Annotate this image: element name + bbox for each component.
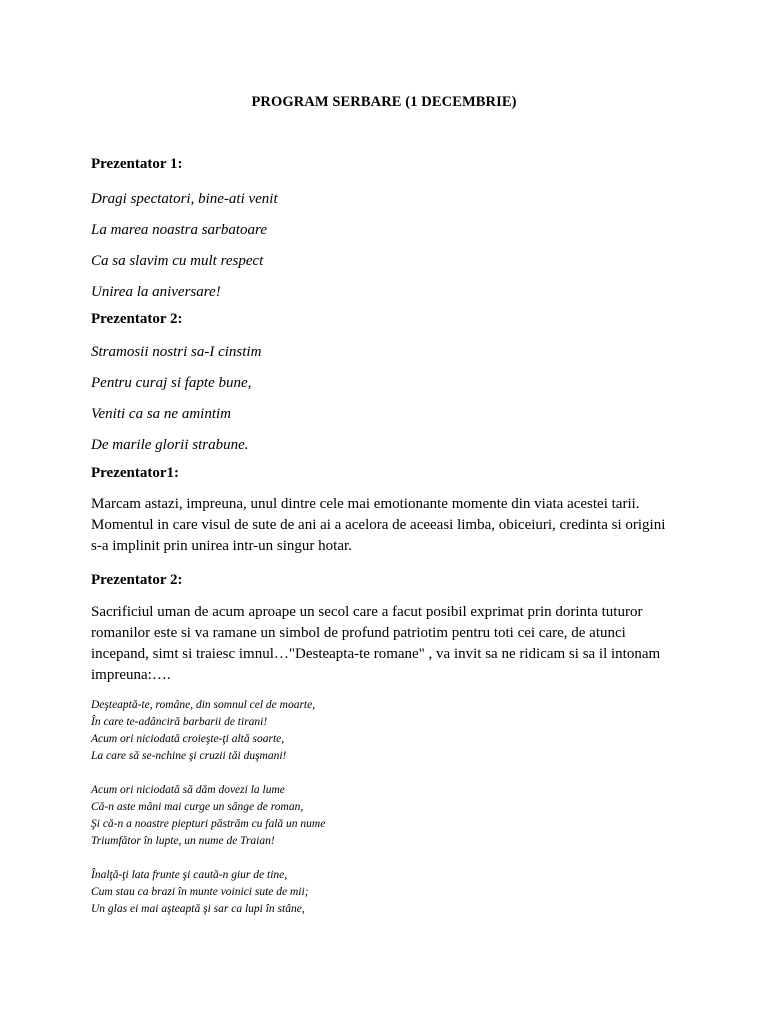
speaker-label: Prezentator 2:	[91, 311, 183, 327]
anthem-line: Că-n aste mâni mai curge un sânge de roman,	[91, 801, 304, 813]
section-presenter-1	[91, 155, 691, 174]
speech-paragraph: Marcam astazi, impreuna, unul dintre cele mai emotionante momente din viata acestei tarii. Momentul in care visul de sute de ani ai a acelora de aceeasi limba, obiceiuri, credinta si origini s-a implinit prin unirea intr-un singur hotar.	[91, 496, 666, 554]
section-presenter-2	[91, 308, 691, 330]
speaker-label: Prezentator 2:	[91, 572, 183, 588]
speech-paragraph: Sacrificiul uman de acum aproape un secol care a facut posibil exprimat prin dorinta tuturor romanilor este si va ramane un simbol de profund patriotim pentru toti cei care, de atunci incepand, simt si traiesc imnul…"Desteapta-te romane" , va invit sa ne ridicam si sa il intonam impreuna:….	[91, 604, 661, 683]
verse-line: Dragi spectatori, bine-ati venit	[91, 191, 278, 207]
speech-block-1	[91, 494, 691, 557]
anthem-line: În care te-adânciră barbarii de tirani!	[91, 716, 268, 728]
anthem-line: Înalţă-ţi lata frunte şi cautǎ-n giur de tine,	[91, 869, 288, 881]
verse-block-2	[91, 337, 691, 461]
anthem-line: Un glas ei mai aşteaptă şi sar ca lupi în stâne,	[91, 903, 305, 915]
verse-line: De marile glorii strabune.	[91, 437, 249, 453]
speech-block-2	[91, 602, 691, 686]
stanza-gap	[91, 850, 691, 867]
stanza-gap	[91, 765, 691, 782]
anthem-line: Triumfător în lupte, un nume de Traian!	[91, 835, 275, 847]
anthem-line: Cum stau ca brazi în munte voinici sute de mii;	[91, 886, 309, 898]
verse-block-1	[91, 184, 691, 308]
verse-line: Stramosii nostri sa-I cinstim	[91, 344, 262, 360]
anthem-lyrics	[91, 697, 691, 918]
verse-line: Pentru curaj si fapte bune,	[91, 375, 252, 391]
verse-line: Unirea la aniversare!	[91, 284, 221, 300]
page-title: PROGRAM SERBARE (1 DECEMBRIE)	[251, 94, 517, 110]
verse-line: La marea noastra sarbatoare	[91, 222, 267, 238]
anthem-line: La care să se-nchine şi cruzii tăi duşmani!	[91, 750, 287, 762]
verse-line: Veniti ca sa ne amintim	[91, 406, 231, 422]
speaker-label: Prezentator1:	[91, 465, 180, 481]
section-presenter-2-speech	[91, 570, 691, 590]
verse-line: Ca sa slavim cu mult respect	[91, 253, 264, 269]
speaker-label: Prezentator 1:	[91, 156, 183, 172]
section-presenter-1-speech	[91, 463, 691, 483]
anthem-line: Şi că-n a noastre piepturi păstrăm cu falǎ un nume	[91, 818, 326, 830]
anthem-line: Deşteaptă-te, române, din somnul cel de moarte,	[91, 699, 316, 711]
anthem-line: Acum ori niciodată croieşte-ţi altă soarte,	[91, 733, 285, 745]
anthem-line: Acum ori niciodată să dăm dovezi la lume	[91, 784, 285, 796]
